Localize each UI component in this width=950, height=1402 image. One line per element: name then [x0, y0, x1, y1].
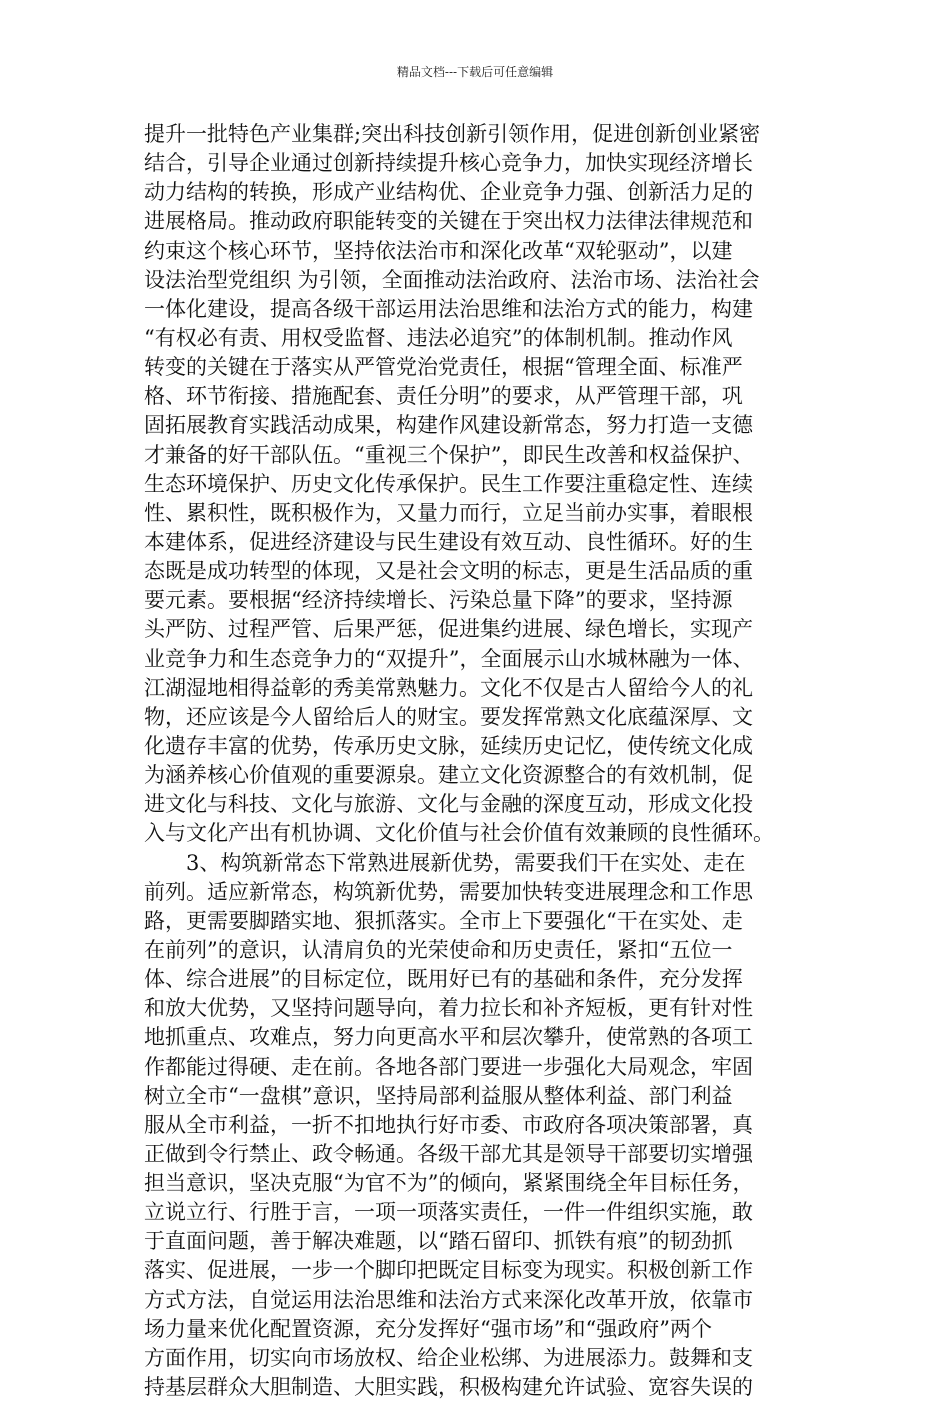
text-line: 头严防、过程严管、后果严惩，促进集约进展、绿色增长，实现产	[144, 617, 753, 642]
text-line: 在前列”的意识，认清肩负的光荣使命和历史责任，紧扣“五位一	[144, 937, 733, 962]
text-line: 路，更需要脚踏实地、狠抓落实。全市上下要强化“干在实处、走	[144, 908, 743, 933]
text-line: 江湖湿地相得益彰的秀美常熟魅力。文化不仅是古人留给今人的礼	[144, 675, 753, 700]
text-line: 本建体系，促进经济建设与民生建设有效互动、良性循环。好的生	[144, 529, 753, 554]
text-line: 方面作用，切实向市场放权、给企业松绑、为进展添力。鼓舞和支	[144, 1345, 753, 1370]
text-line: 立说立行、行胜于言，一项一项落实责任，一件一件组织实施，敢	[144, 1200, 753, 1225]
text-line: 一体化建设，提高各级干部运用法治思维和法治方式的能力，构建	[144, 296, 753, 321]
text-line: 进文化与科技、文化与旅游、文化与金融的深度互动，形成文化投	[144, 792, 753, 817]
text-line: 动力结构的转换，形成产业结构优、企业竞争力强、创新活力足的	[144, 180, 753, 205]
text-line: 服从全市利益，一折不扣地执行好市委、市政府各项决策部署，真	[144, 1112, 753, 1137]
text-line: 进展格局。推动政府职能转变的关键在于突出权力法律法律规范和	[144, 209, 753, 234]
text-line: 方式方法，自觉运用法治思维和法治方式来深化改革开放，依靠市	[144, 1287, 753, 1312]
text-line: 树立全市“一盘棋”意识，坚持局部利益服从整体利益、部门利益	[144, 1083, 733, 1108]
text-line: “有权必有责、用权受监督、违法必追究”的体制机制。推动作风	[144, 325, 733, 350]
text-line: 约束这个核心环节，坚持依法治市和深化改革“双轮驱动”，以建	[144, 238, 733, 263]
text-line: 作都能过得硬、走在前。各地各部门要进一步强化大局观念，牢固	[144, 1054, 753, 1079]
text-line: 持基层群众大胆制造、大胆实践，积极构建允许试验、宽容失误的	[144, 1375, 753, 1400]
text-line: 生态环境保护、历史文化传承保护。民生工作要注重稳定性、连续	[144, 471, 753, 496]
text-line: 和放大优势，又坚持问题导向，着力拉长和补齐短板，更有针对性	[144, 996, 753, 1021]
text-line: 性、累积性，既积极作为，又量力而行，立足当前办实事，着眼根	[144, 500, 753, 525]
text-line: 结合，引导企业通过创新持续提升核心竞争力，加快实现经济增长	[144, 151, 753, 176]
text-line: 才兼备的好干部队伍。“重视三个保护”，即民生改善和权益保护、	[144, 442, 754, 467]
text-line: 物，还应该是今人留给后人的财宝。要发挥常熟文化底蕴深厚、文	[144, 704, 753, 729]
text-line: 固拓展教育实践活动成果，构建作风建设新常态，努力打造一支德	[144, 413, 753, 438]
text-line: 业竞争力和生态竞争力的“双提升”，全面展示山水城林融为一体、	[144, 646, 754, 671]
text-line: 场力量来优化配置资源，充分发挥好“强市场”和“强政府”两个	[144, 1316, 712, 1341]
text-line: 化遗存丰富的优势，传承历史文脉，延续历史记忆，使传统文化成	[144, 733, 753, 758]
text-line: 转变的关键在于落实从严管党治党责任，根据“管理全面、标准严	[144, 355, 743, 380]
text-line: 设法治型党组织 为引领，全面推动法治政府、法治市场、法治社会	[144, 267, 760, 292]
paragraph-start-line: 3、构筑新常态下常熟进展新优势，需要我们干在实处、走在	[186, 850, 746, 875]
text-line: 于直面问题，善于解决难题，以“踏石留印、抓铁有痕”的韧劲抓	[144, 1229, 733, 1254]
text-line: 为涵养核心价值观的重要源泉。建立文化资源整合的有效机制，促	[144, 763, 753, 788]
text-line: 入与文化产出有机协调、文化价值与社会价值有效兼顾的良性循环。	[144, 821, 774, 846]
text-line: 体、综合进展”的目标定位，既用好已有的基础和条件，充分发挥	[144, 967, 743, 992]
page-header: 精品文档---下载后可任意编辑	[396, 65, 554, 79]
text-line: 担当意识，坚决克服“为官不为”的倾向，紧紧围绕全年目标任务，	[144, 1171, 754, 1196]
text-line: 前列。适应新常态，构筑新优势，需要加快转变进展理念和工作思	[144, 879, 753, 904]
text-line: 态既是成功转型的体现，又是社会文明的标志，更是生活品质的重	[144, 559, 753, 584]
text-line: 正做到令行禁止、政令畅通。各级干部尤其是领导干部要切实增强	[144, 1141, 753, 1166]
text-line: 地抓重点、攻难点，努力向更高水平和层次攀升，使常熟的各项工	[144, 1025, 753, 1050]
text-line: 落实、促进展，一步一个脚印把既定目标变为现实。积极创新工作	[144, 1258, 753, 1283]
text-line: 提升一批特色产业集群;突出科技创新引领作用，促进创新创业紧密	[144, 122, 761, 146]
text-line: 要元素。要根据“经济持续增长、污染总量下降”的要求，坚持源	[144, 588, 733, 613]
document-body	[144, 120, 808, 1402]
text-line: 格、环节衔接、措施配套、责任分明”的要求，从严管理干部，巩	[144, 384, 743, 409]
